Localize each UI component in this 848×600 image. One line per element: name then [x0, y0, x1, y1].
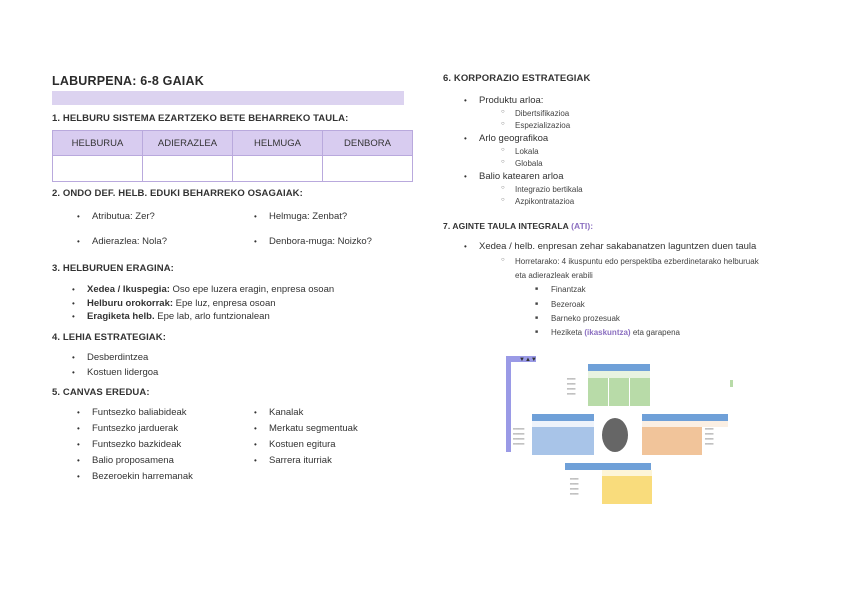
diagram-logo-icon: ▼▲▼ — [519, 357, 537, 363]
page-title: LABURPENA: 6-8 GAIAK — [52, 74, 204, 88]
item-bold-label: Helburu orokorrak: — [87, 298, 174, 309]
section-7-heading — [443, 221, 593, 231]
sub-list-item: ○ Azpikontratazioa — [515, 197, 574, 206]
customer-grid — [532, 427, 594, 455]
list-item: • Arlo geografikoa — [479, 133, 548, 144]
item-text: eta garapena — [630, 328, 680, 337]
process-header — [642, 414, 728, 421]
section-3-heading: 3. HELBURUEN ERAGINA: — [52, 263, 174, 274]
finance-subheader — [588, 371, 650, 378]
table-cell — [53, 156, 143, 182]
sub-list-item: ○ Dibertsifikazioa — [515, 109, 569, 118]
sub-list-item: ○ Globala — [515, 159, 543, 168]
table-empty-row — [53, 156, 413, 182]
item-text: Oso epe luzera eragin, enpresa osoan — [169, 284, 335, 295]
diagram-text-block: ════ ════ ════ ════ — [513, 426, 525, 446]
list-item: • Sarrera iturriak — [269, 455, 332, 466]
title-divider-bar — [52, 91, 404, 105]
list-item: • Helmuga: Zenbat? — [269, 211, 347, 222]
learning-header — [565, 463, 651, 470]
col-denbora: DENBORA — [323, 131, 413, 156]
section-2-heading: 2. ONDO DEF. HELB. EDUKI BEHARREKO OSAGAIAK: — [52, 188, 303, 199]
sub-list-item: ○ Lokala — [515, 147, 539, 156]
list-item — [87, 311, 270, 322]
list-item: • Atributua: Zer? — [92, 211, 155, 222]
process-grid — [642, 427, 702, 455]
ikaskuntza-highlight: (ikaskuntza) — [584, 328, 631, 337]
customer-header — [532, 414, 594, 421]
item-bold-label: Xedea / Ikuspegia: — [87, 284, 170, 295]
diagram-text-block: ═══ ═══ ═══ ═══ — [567, 376, 576, 396]
finance-header — [588, 364, 650, 371]
diagram-edge-mark — [730, 380, 733, 387]
list-item: • Xedea / helb. enpresan zehar sakabanatzen laguntzen duen taula — [479, 241, 756, 252]
list-item: • Balio proposamena — [92, 455, 174, 466]
diagram-text-block: ═══ ═══ ═══ ═══ — [570, 476, 579, 496]
section-5-heading: 5. CANVAS EREDUA: — [52, 387, 150, 398]
list-item: • Funtsezko jarduerak — [92, 423, 178, 434]
list-item: • Denbora-muga: Noizko? — [269, 236, 372, 247]
list-item: • Desberdintzea — [87, 352, 148, 363]
table-cell — [323, 156, 413, 182]
ati-abbreviation: (ATI): — [571, 221, 594, 231]
list-item — [87, 298, 276, 309]
list-item: • Balio katearen arloa — [479, 171, 564, 182]
item-bold-label: Eragiketa helb. — [87, 311, 155, 322]
sub-list-item: ○ Integrazio bertikala — [515, 185, 583, 194]
sub-sub-list-item: ■ Bezeroak — [551, 300, 585, 309]
item-text: Epe lab, arlo funtzionalean — [154, 311, 270, 322]
list-item: • Kostuen lidergoa — [87, 367, 158, 378]
item-text: Epe luz, enpresa osoan — [173, 298, 276, 309]
sub-sub-list-item: ■ Barneko prozesuak — [551, 314, 620, 323]
item-text: Heziketa — [551, 328, 585, 337]
list-item: • Bezeroekin harremanak — [92, 471, 193, 482]
vision-strategy-circle — [602, 418, 628, 452]
sub-sub-list-item — [551, 328, 680, 337]
table-header-row — [53, 131, 413, 156]
section-7-title: 7. AGINTE TAULA INTEGRALA — [443, 221, 569, 231]
table-cell — [143, 156, 233, 182]
grid-line — [629, 378, 630, 406]
list-item: • Kostuen egitura — [269, 439, 336, 450]
section-4-heading: 4. LEHIA ESTRATEGIAK: — [52, 332, 166, 343]
list-item: • Kanalak — [269, 407, 303, 418]
col-adierazlea: ADIERAZLEA — [143, 131, 233, 156]
section-1-heading: 1. HELBURU SISTEMA EZARTZEKO BETE BEHARREKO TAULA: — [52, 113, 349, 124]
learning-grid — [602, 476, 652, 504]
col-helburua: HELBURUA — [53, 131, 143, 156]
col-helmuga: HELMUGA — [233, 131, 323, 156]
section-6-heading: 6. KORPORAZIO ESTRATEGIAK — [443, 73, 591, 84]
sub-list-item: ○ Espezializazioa — [515, 121, 570, 130]
finance-grid — [588, 378, 650, 406]
sub-sub-list-item: ■ Finantzak — [551, 285, 586, 294]
list-item: • Funtsezko baliabideak — [92, 407, 187, 418]
diagram-text-block: ═══ ═══ ═══ ═══ — [705, 426, 714, 446]
sub-list-item: ○ Horretarako: 4 ikuspuntu edo perspektiba ezberdinetarako helburuak — [515, 257, 759, 266]
list-item: • Adierazlea: Nola? — [92, 236, 167, 247]
objectives-table — [52, 130, 413, 182]
list-item — [87, 284, 334, 295]
table-cell — [233, 156, 323, 182]
grid-line — [608, 378, 609, 406]
list-item: • Produktu arloa: — [479, 95, 543, 106]
balanced-scorecard-diagram — [505, 354, 735, 504]
list-item: • Funtsezko bazkideak — [92, 439, 181, 450]
list-item: • Merkatu segmentuak — [269, 423, 358, 434]
diagram-side-bar — [506, 356, 511, 452]
sub-list-item-continued: eta adierazleak erabili — [515, 271, 593, 280]
